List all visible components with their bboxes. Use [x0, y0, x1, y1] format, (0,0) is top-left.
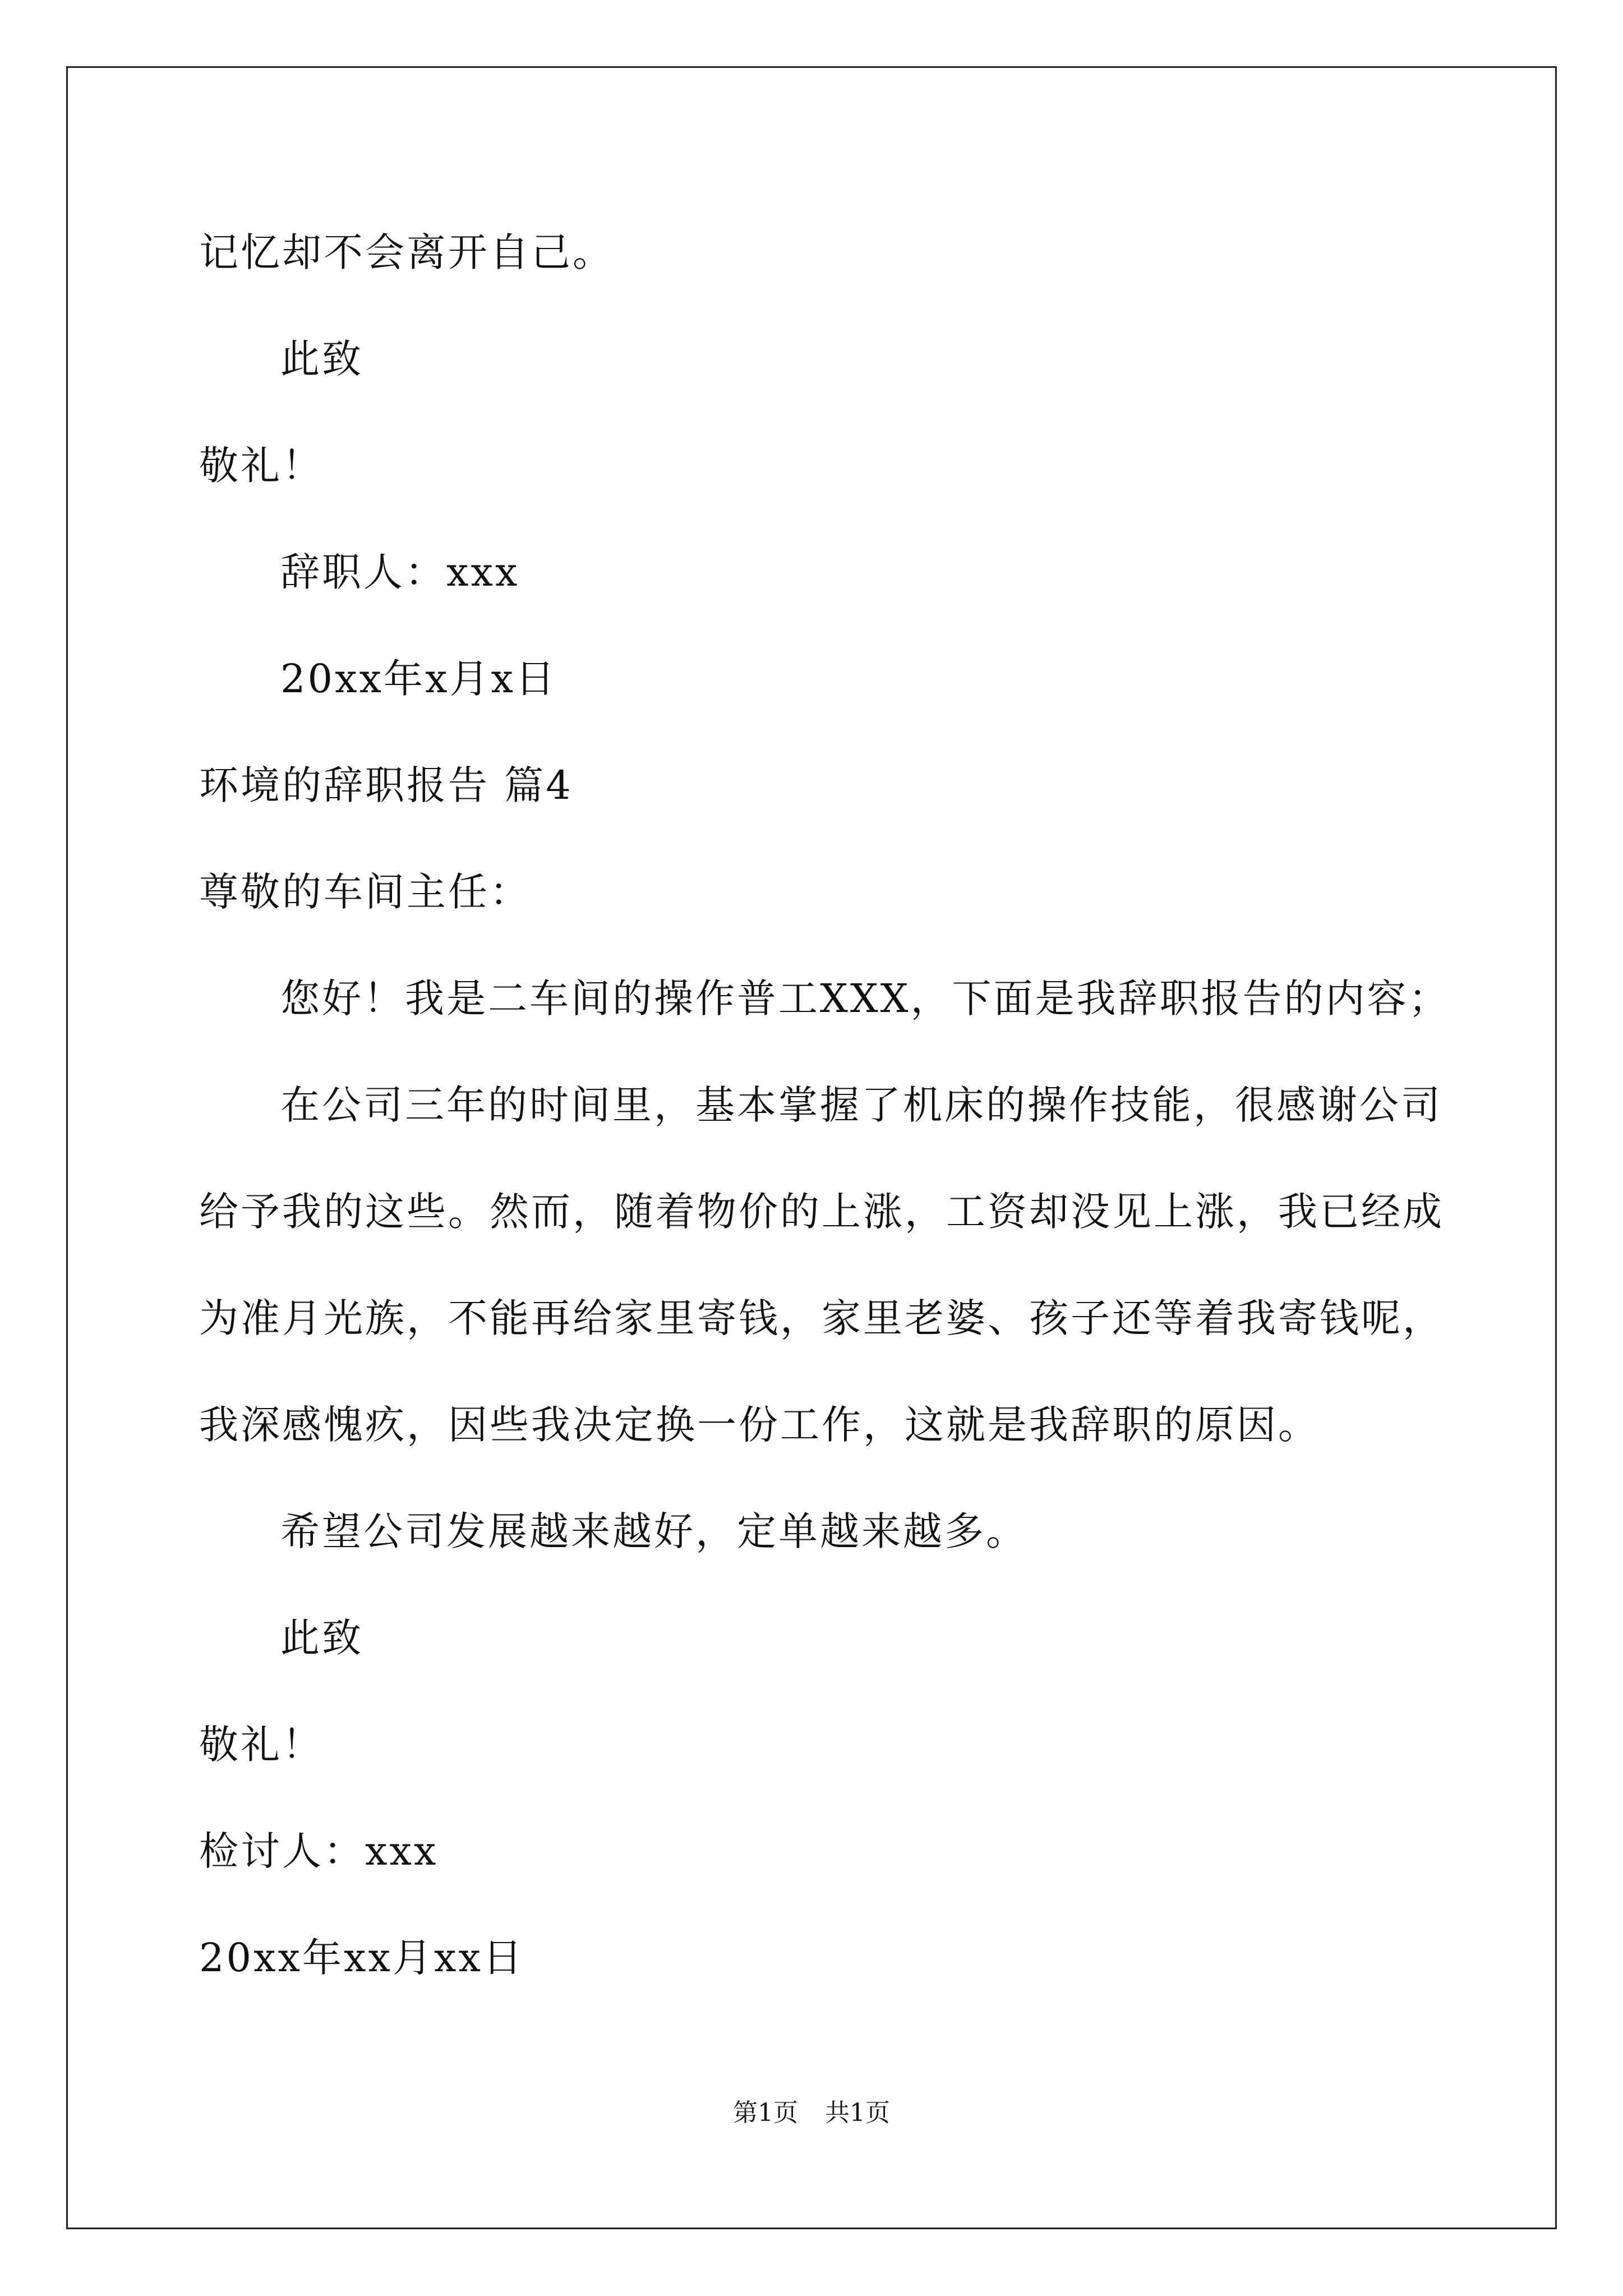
closing-respect: 敬礼！: [199, 1722, 324, 1768]
signature-line: 辞职人：xxx: [280, 549, 520, 595]
page-footer: [0, 2092, 1623, 2128]
signature-line: 检讨人：xxx: [199, 1828, 439, 1874]
text-line: 我深感愧疚，因些我决定换一份工作，这就是我辞职的原因。: [199, 1402, 1320, 1448]
greeting-line: 尊敬的车间主任：: [199, 869, 531, 915]
text-line: 希望公司发展越来越好，定单越来越多。: [280, 1508, 1027, 1554]
date-line: 20xx年xx月xx日: [199, 1935, 524, 1981]
page-number: 第1页: [733, 2099, 798, 2127]
closing-salutation: 此致: [280, 336, 363, 382]
text-line: 记忆却不会离开自己。: [199, 229, 614, 275]
document-body: [199, 199, 1455, 2011]
text-line: 为准月光族，不能再给家里寄钱，家里老婆、孩子还等着我寄钱呢，: [199, 1295, 1444, 1341]
closing-salutation: 此致: [280, 1615, 363, 1661]
text-line: 在公司三年的时间里，基本掌握了机床的操作技能，很感谢公司: [280, 1082, 1442, 1128]
text-line: 您好！我是二车间的操作普工XXX，下面是我辞职报告的内容；: [280, 976, 1450, 1022]
date-line: 20xx年x月x日: [280, 656, 557, 702]
text-line: 给予我的这些。然而，随着物价的上涨，工资却没见上涨，我已经成: [199, 1189, 1444, 1235]
section-title: 环境的辞职报告 篇4: [199, 762, 573, 808]
closing-respect: 敬礼！: [199, 443, 324, 489]
page-total: 共1页: [825, 2099, 890, 2127]
